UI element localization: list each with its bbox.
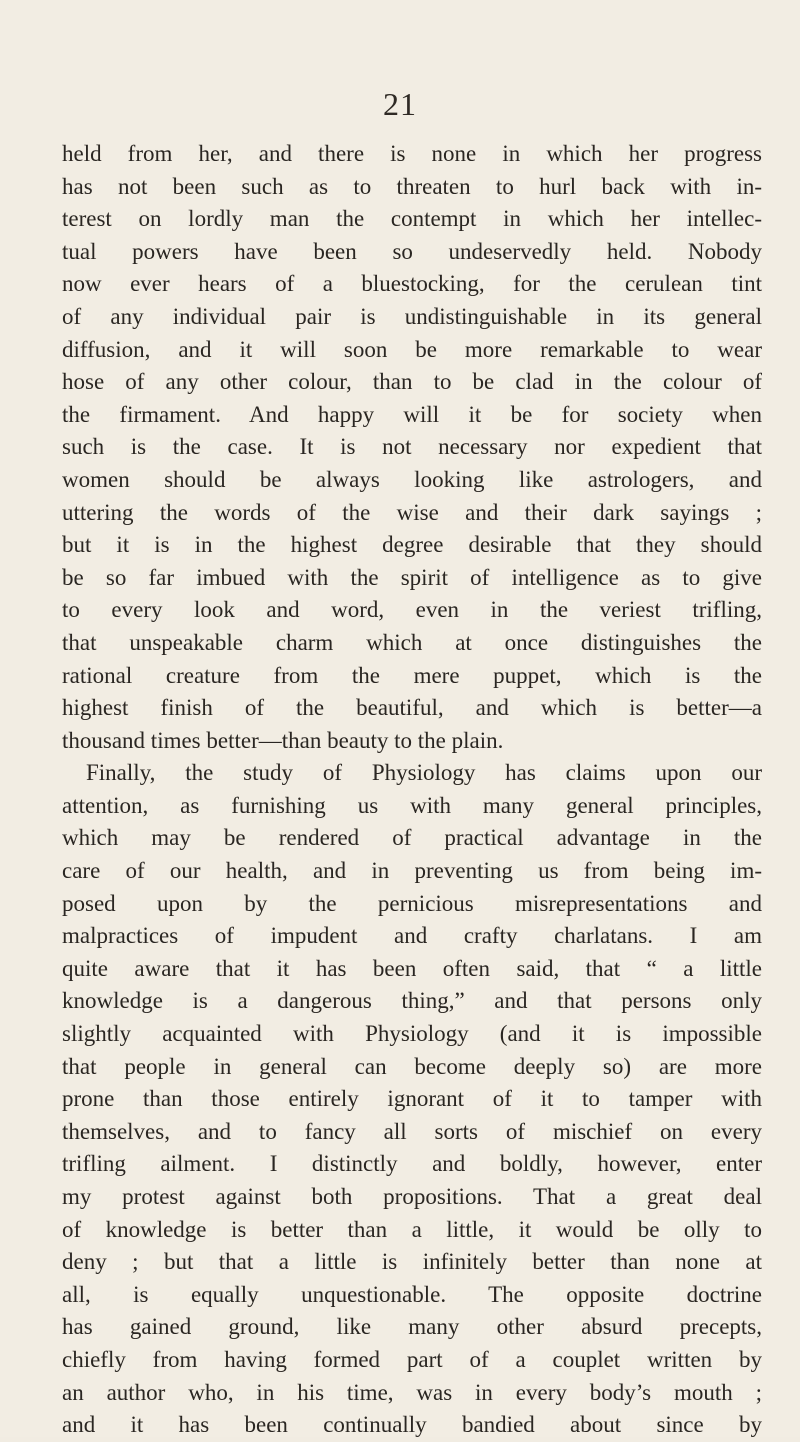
text-line: all, is equally unquestionable. The opposite doctrine <box>62 1281 762 1307</box>
text-line: now ever hears of a bluestocking, for the cerulean tint <box>62 271 762 297</box>
body-text <box>62 138 762 1442</box>
text-line: of knowledge is better than a little, it would be olly to <box>62 1216 762 1242</box>
text-line: thousand times better—than beauty to the plain. <box>62 727 504 753</box>
text-line: held from her, and there is none in which her progress <box>62 141 762 166</box>
text-line: chiefly from having formed part of a couplet written by <box>62 1346 762 1372</box>
text-line: knowledge is a dangerous thing,” and that persons only <box>62 988 762 1014</box>
text-line: women should be always looking like astrologers, and <box>62 466 762 492</box>
text-line: uttering the words of the wise and their dark sayings ; <box>62 499 762 525</box>
text-line: malpractices of impudent and crafty charlatans. I am <box>62 923 762 949</box>
text-line: has gained ground, like many other absurd precepts, <box>62 1314 762 1340</box>
text-line: which may be rendered of practical advantage in the <box>62 825 762 851</box>
text-line: but it is in the highest degree desirable that they should <box>62 532 762 558</box>
text-line: Finally, the study of Physiology has claims upon our <box>86 760 762 786</box>
text-line: hose of any other colour, than to be clad in the colour of <box>62 369 762 395</box>
text-line: rational creature from the mere puppet, which is the <box>62 662 762 688</box>
text-line: such is the case. It is not necessary nor expedient that <box>62 434 762 460</box>
text-line: tual powers have been so undeservedly held. Nobody <box>62 238 762 264</box>
text-line: has not been such as to threaten to hurl back with in- <box>62 173 762 199</box>
text-line: be so far imbued with the spirit of intelligence as to give <box>62 564 762 590</box>
text-line: attention, as furnishing us with many general principles, <box>62 792 762 818</box>
text-line: quite aware that it has been often said, that “ a little <box>62 955 762 981</box>
text-line: of any individual pair is undistinguishable in its general <box>62 303 762 329</box>
text-line: an author who, in his time, was in every body’s mouth ; <box>62 1379 762 1405</box>
text-line: care of our health, and in preventing us from being im- <box>62 858 762 884</box>
text-line: posed upon by the pernicious misrepresentations and <box>62 890 762 916</box>
text-line: the firmament. And happy will it be for society when <box>62 401 762 427</box>
text-line: diffusion, and it will soon be more remarkable to wear <box>62 336 762 362</box>
text-line: my protest against both propositions. That a great deal <box>62 1184 762 1209</box>
text-line: slightly acquainted with Physiology (and it is impossible <box>62 1021 762 1047</box>
text-line: that people in general can become deeply so) are more <box>62 1053 762 1079</box>
text-line: trifling ailment. I distinctly and boldly, however, enter <box>62 1151 762 1177</box>
page-number: 21 <box>383 86 417 122</box>
text-line: and it has been continually bandied about since by <box>62 1412 762 1438</box>
text-line: themselves, and to fancy all sorts of mischief on every <box>62 1118 762 1144</box>
text-line: deny ; but that a little is infinitely better than none at <box>62 1249 762 1275</box>
text-line: highest finish of the beautiful, and which is better—a <box>62 695 762 721</box>
text-line: that unspeakable charm which at once distinguishes the <box>62 629 762 655</box>
text-line: terest on lordly man the contempt in which her intellec- <box>62 206 762 232</box>
text-line: to every look and word, even in the veriest trifling, <box>62 597 762 623</box>
text-line: prone than those entirely ignorant of it to tamper with <box>62 1086 762 1112</box>
